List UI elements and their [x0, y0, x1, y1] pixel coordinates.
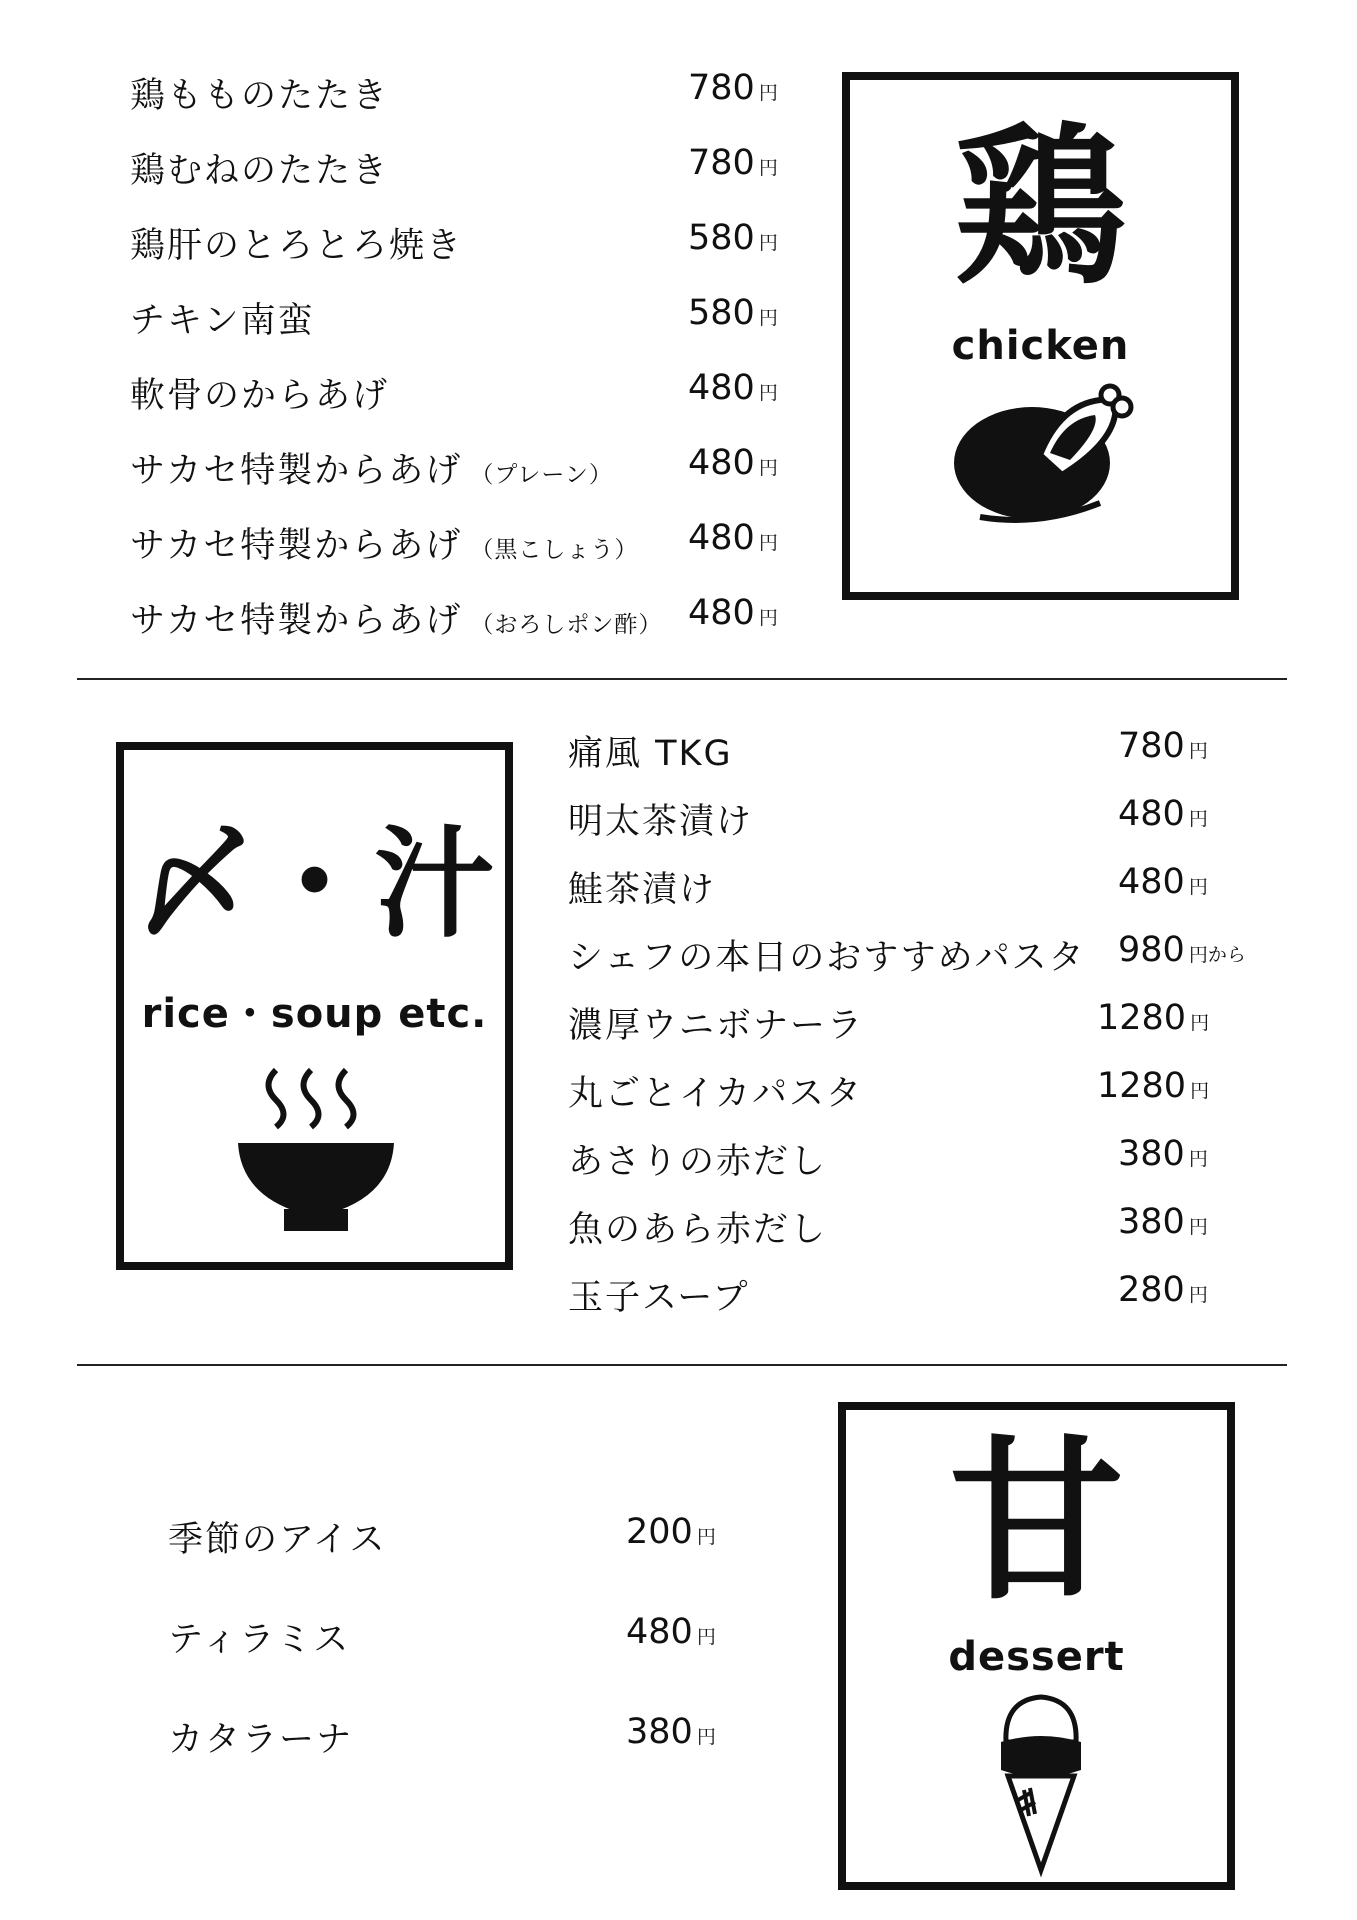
- price-unit: 円: [696, 1626, 716, 1648]
- category-kanji: 〆・汁: [134, 815, 495, 954]
- menu-item: [568, 1134, 827, 1184]
- price-unit: 円: [1188, 740, 1208, 762]
- price-unit: 円: [696, 1726, 716, 1748]
- menu-item-price: [1118, 794, 1208, 834]
- menu-item: [568, 794, 753, 844]
- price-unit: 円: [758, 607, 778, 629]
- menu-item-price: [626, 1512, 716, 1552]
- menu-item-price: [1118, 862, 1208, 902]
- chicken-drumstick-icon: [950, 385, 1150, 525]
- menu-item-name: ティラミス: [168, 1620, 351, 1660]
- menu-item-name: 鶏むねのたたき: [130, 151, 390, 191]
- price-unit: 円: [1188, 1148, 1208, 1170]
- menu-item-name: 濃厚ウニボナーラ: [568, 1006, 865, 1046]
- menu-item-name: 鶏肝のとろとろ焼き: [130, 226, 464, 266]
- menu-item-price: [1118, 1270, 1208, 1310]
- menu-item-price: [1118, 726, 1208, 766]
- section-divider: [77, 1364, 1287, 1366]
- menu-item-price: [1118, 1202, 1208, 1242]
- price-value: 480: [688, 368, 755, 408]
- menu-item: [130, 293, 315, 343]
- menu-item-price: [1118, 1134, 1208, 1174]
- price-unit: 円: [758, 232, 778, 254]
- menu-item-name: 鶏もものたたき: [130, 76, 390, 116]
- menu-item: [168, 1512, 387, 1562]
- menu-item-note: （おろしポン酢）: [470, 612, 663, 638]
- menu-item-price: [688, 293, 778, 333]
- price-value: 380: [1118, 1134, 1185, 1174]
- menu-item-price: [688, 368, 778, 408]
- price-value: 280: [1118, 1270, 1185, 1310]
- steaming-bowl-icon: [236, 1065, 396, 1235]
- price-value: 980: [1118, 930, 1185, 970]
- menu-item: [168, 1612, 350, 1662]
- menu-item: [130, 518, 638, 568]
- menu-item-name: チキン南蛮: [130, 301, 315, 341]
- price-value: 580: [688, 293, 755, 333]
- price-unit: 円: [1188, 808, 1208, 830]
- menu-item-name: サカセ特製からあげ: [130, 451, 463, 491]
- menu-item-price: [626, 1612, 716, 1652]
- price-unit: 円: [1190, 1012, 1210, 1034]
- menu-item-name: 季節のアイス: [168, 1520, 387, 1560]
- price-value: 780: [688, 68, 755, 108]
- menu-item: [130, 443, 613, 493]
- category-kanji: 甘: [949, 1421, 1124, 1624]
- menu-item: [568, 862, 716, 912]
- price-unit: 円: [1188, 876, 1208, 898]
- menu-item-name: カタラーナ: [168, 1720, 354, 1760]
- menu-item: [568, 726, 733, 776]
- price-unit: 円: [1190, 1080, 1210, 1102]
- price-value: 480: [688, 443, 755, 483]
- menu-item-price: [688, 68, 778, 108]
- price-value: 780: [1118, 726, 1185, 766]
- menu-item: [568, 1270, 750, 1320]
- menu-item-price: [688, 593, 778, 633]
- price-value: 380: [626, 1712, 693, 1752]
- menu-item: [130, 368, 389, 418]
- menu-item: [568, 1202, 827, 1252]
- menu-item-price: [688, 518, 778, 558]
- menu-item-name: サカセ特製からあげ: [130, 601, 463, 641]
- section-divider: [77, 678, 1287, 680]
- price-unit: 円: [696, 1526, 716, 1548]
- price-value: 480: [626, 1612, 693, 1652]
- price-value: 780: [688, 143, 755, 183]
- menu-item-name: 丸ごとイカパスタ: [568, 1074, 863, 1114]
- menu-item-name: 明太茶漬け: [568, 802, 754, 842]
- menu-item-name: 鮭茶漬け: [568, 870, 717, 910]
- menu-item: [130, 593, 662, 643]
- price-unit: 円: [1188, 1216, 1208, 1238]
- price-value: 580: [688, 218, 755, 258]
- price-value: 1280: [1097, 998, 1187, 1038]
- price-unit: 円から: [1188, 944, 1246, 966]
- menu-item-note: （プレーン）: [470, 462, 613, 488]
- price-value: 380: [1118, 1202, 1185, 1242]
- price-unit: 円: [758, 532, 778, 554]
- chicken-category-box: [842, 72, 1239, 600]
- price-unit: 円: [758, 457, 778, 479]
- menu-item-price: [1118, 930, 1246, 970]
- price-unit: 円: [758, 307, 778, 329]
- price-value: 480: [688, 593, 755, 633]
- menu-item-name: シェフの本日のおすすめパスタ: [568, 938, 1086, 978]
- dessert-category-box: [838, 1402, 1235, 1890]
- price-unit: 円: [758, 157, 778, 179]
- menu-item: [568, 1066, 863, 1116]
- menu-item-name: 痛風 TKG: [568, 734, 733, 774]
- price-unit: 円: [758, 82, 778, 104]
- menu-item-name: 玉子スープ: [568, 1278, 750, 1318]
- price-value: 480: [1118, 862, 1185, 902]
- menu-item-price: [1097, 1066, 1209, 1106]
- menu-item: [130, 68, 389, 118]
- menu-item-price: [1097, 998, 1209, 1038]
- menu-item-price: [688, 218, 778, 258]
- menu-item: [568, 930, 1086, 980]
- menu-item: [130, 218, 463, 268]
- menu-item-name: あさりの赤だし: [568, 1142, 828, 1182]
- category-label: chicken: [951, 323, 1130, 369]
- rice-soup-category-box: [116, 742, 513, 1270]
- category-label: dessert: [948, 1634, 1125, 1680]
- price-value: 200: [626, 1512, 693, 1552]
- menu-item-name: 軟骨のからあげ: [130, 376, 390, 416]
- menu-item: [168, 1712, 353, 1762]
- menu-item-price: [688, 443, 778, 483]
- price-value: 480: [688, 518, 755, 558]
- menu-item-name: サカセ特製からあげ: [130, 526, 463, 566]
- menu-item-price: [688, 143, 778, 183]
- menu-item: [130, 143, 389, 193]
- price-unit: 円: [1188, 1284, 1208, 1306]
- price-value: 480: [1118, 794, 1185, 834]
- price-unit: 円: [758, 382, 778, 404]
- menu-item-name: 魚のあら赤だし: [568, 1210, 828, 1250]
- menu-item-note: （黒こしょう）: [470, 537, 639, 563]
- price-value: 1280: [1097, 1066, 1187, 1106]
- category-label: rice・soup etc.: [141, 991, 488, 1037]
- category-kanji: 鶏: [954, 107, 1127, 308]
- menu-item: [568, 998, 864, 1048]
- ice-cream-cone-icon: [996, 1692, 1086, 1874]
- menu-item-price: [626, 1712, 716, 1752]
